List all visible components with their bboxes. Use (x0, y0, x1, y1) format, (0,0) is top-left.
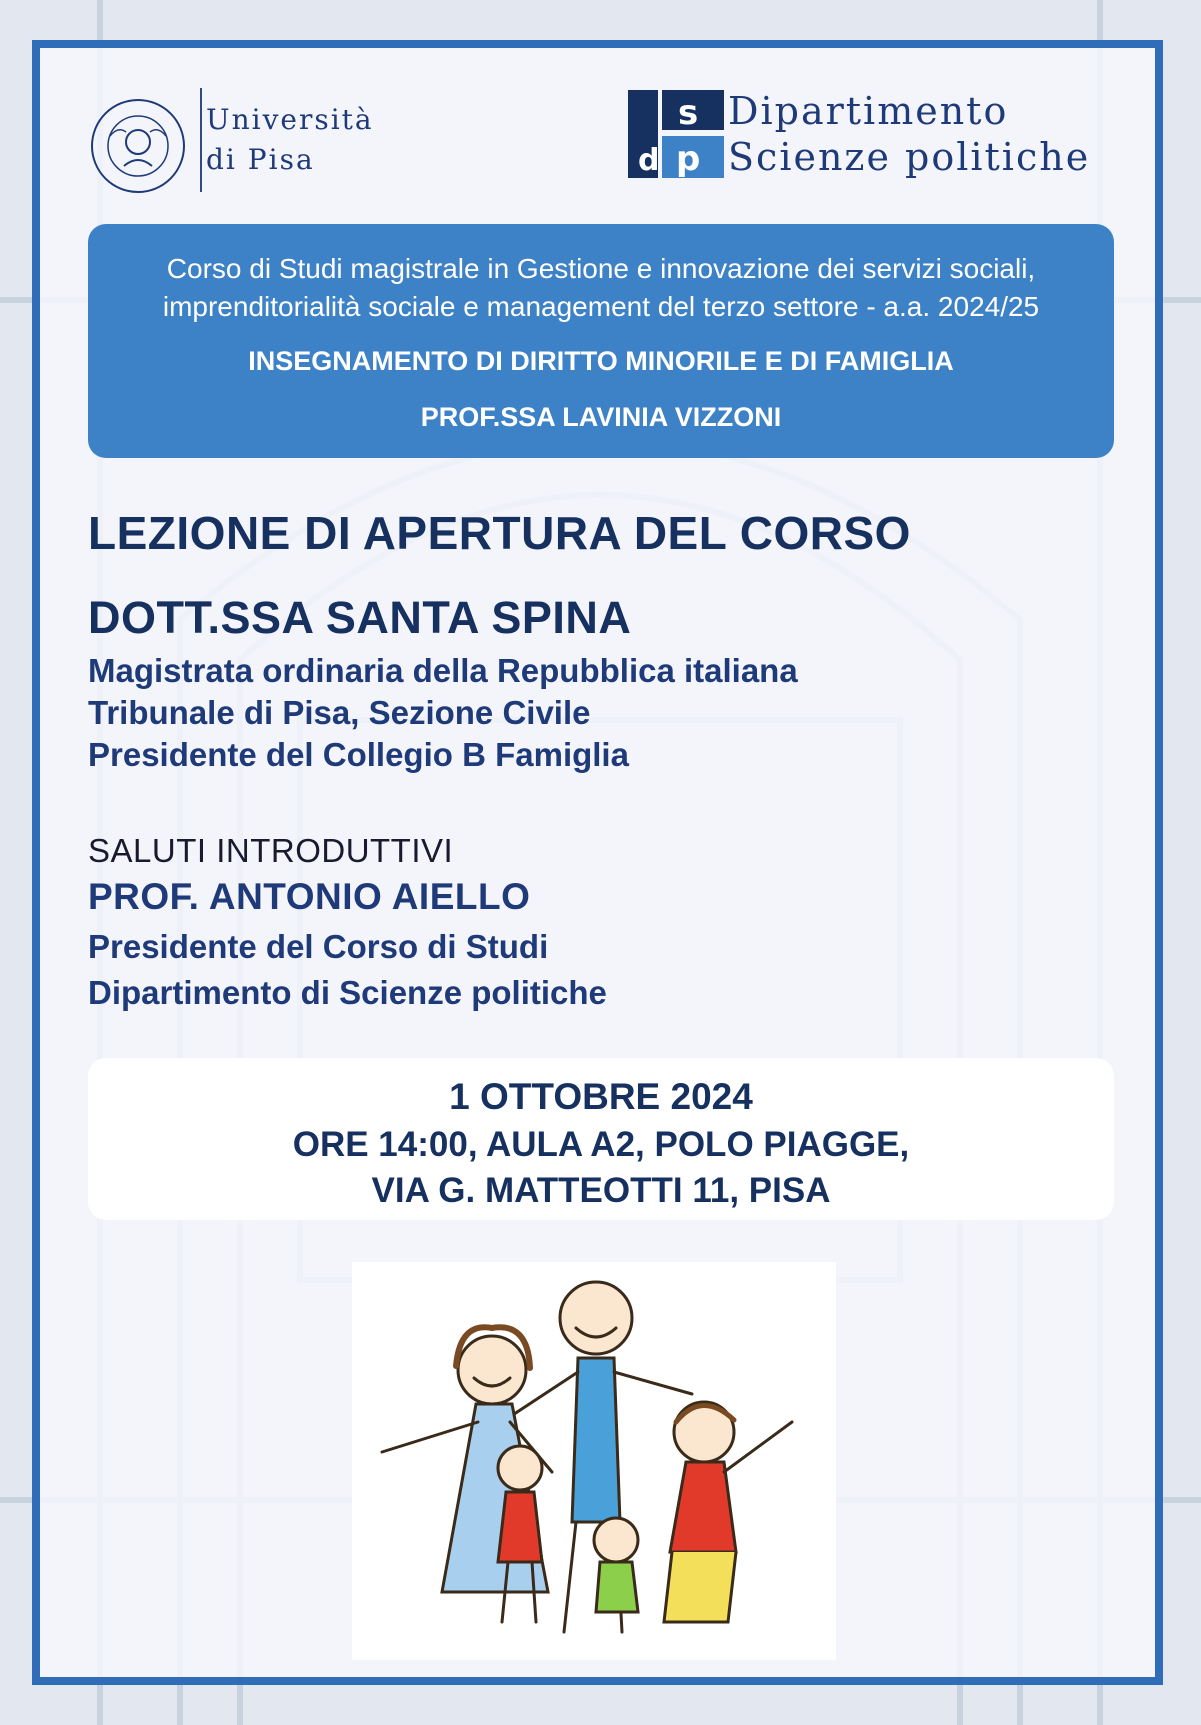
university-name (206, 100, 374, 180)
event-place-line1: ORE 14:00, AULA A2, POLO PIAGGE, (292, 1125, 910, 1164)
family-drawing-illustration (352, 1262, 836, 1660)
logo-divider (200, 88, 202, 192)
greetings-label: SALUTI INTRODUTTIVI (88, 832, 454, 869)
greetings-roles (88, 924, 607, 1016)
greetings-name: PROF. ANTONIO AIELLO (88, 876, 531, 917)
svg-text:s: s (678, 93, 699, 133)
department-logo (628, 88, 1114, 184)
course-name-line2: imprenditorialità sociale e management del terzo settore - a.a. 2024/25 (162, 291, 1040, 322)
event-title: LEZIONE DI APERTURA DEL CORSO (88, 507, 911, 559)
speaker-role: Presidente del Collegio B Famiglia (88, 736, 629, 773)
university-name-line1: Università (206, 103, 374, 136)
speaker-role: Magistrata ordinaria della Repubblica italiana (88, 652, 798, 689)
date-location-box (88, 1058, 1114, 1220)
university-logo (88, 88, 418, 198)
department-name-line2: Scienze politiche (728, 135, 1091, 179)
speaker-role: Tribunale di Pisa, Sezione Civile (88, 694, 591, 731)
greetings-role: Presidente del Corso di Studi (88, 928, 549, 965)
university-name-line2: di Pisa (206, 143, 315, 176)
greetings-role: Dipartimento di Scienze politiche (88, 974, 607, 1011)
event-date: 1 OTTOBRE 2024 (449, 1076, 753, 1117)
event-place-line2: VIA G. MATTEOTTI 11, PISA (371, 1171, 831, 1210)
speaker-roles (88, 650, 798, 776)
university-seal-icon (88, 96, 188, 196)
svg-text:d: d (638, 143, 660, 178)
teaching-title: INSEGNAMENTO DI DIRITTO MINORILE E DI FAMIGLIA (248, 346, 954, 376)
department-name-line1: Dipartimento (728, 89, 1009, 133)
svg-text:p: p (676, 139, 701, 178)
speaker-name: DOTT.SSA SANTA SPINA (88, 592, 632, 643)
course-info-box (88, 224, 1114, 458)
dsp-logo-icon (628, 90, 724, 178)
course-name-line1: Corso di Studi magistrale in Gestione e innovazione dei servizi sociali, (166, 253, 1036, 284)
department-name (728, 88, 1090, 180)
teaching-professor: PROF.SSA LAVINIA VIZZONI (420, 402, 782, 432)
